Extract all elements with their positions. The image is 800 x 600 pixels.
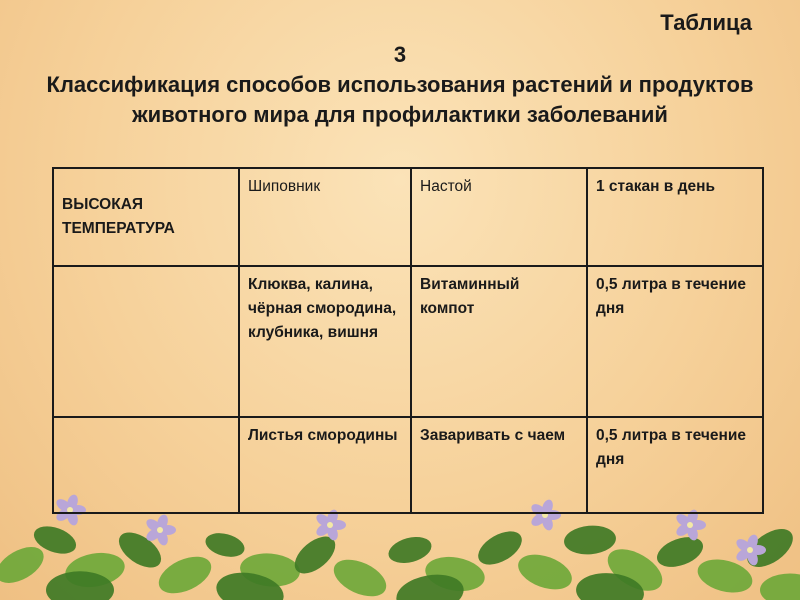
table-label: Таблица [660,10,752,35]
leaf-shape [203,529,247,561]
dose-cell: 0,5 литра в течение дня [587,266,763,417]
leaf-shape [0,540,50,591]
dose-cell: 1 стакан в день [587,168,763,266]
flower-center [687,522,693,528]
leaf-shape [653,531,707,572]
leaf-shape [563,523,617,556]
leaf-shape [153,549,217,600]
remedy-table [52,167,764,514]
form-cell: Настой [411,168,587,266]
table-row [53,266,763,417]
disease-cell: ВЫСОКАЯ ТЕМПЕРАТУРА [53,168,239,266]
plant-cell: Листья смородины [239,417,411,513]
leaf-shape [513,548,576,596]
leaf-shape [760,574,800,600]
table-row [53,417,763,513]
flower-center [157,527,163,533]
table-row [53,168,763,266]
page-title: Классификация способов использования растений и продуктов животного мира для профилактики заболеваний [46,72,754,127]
plant-cell: Клюква, калина, чёрная смородина, клубника, вишня [239,266,411,417]
form-cell: Витаминный компот [411,266,587,417]
plant-cell: Шиповник [239,168,411,266]
leaf-shape [386,533,435,568]
leaf-shape [328,552,392,600]
table-number: 3 [393,42,407,67]
flower-center [747,547,753,553]
flower-center [327,522,333,528]
disease-cell [53,417,239,513]
slide-title [0,0,800,168]
disease-cell [53,266,239,417]
leaf-shape [694,554,756,598]
dose-cell: 0,5 литра в течение дня [587,417,763,513]
form-cell: Заваривать с чаем [411,417,587,513]
